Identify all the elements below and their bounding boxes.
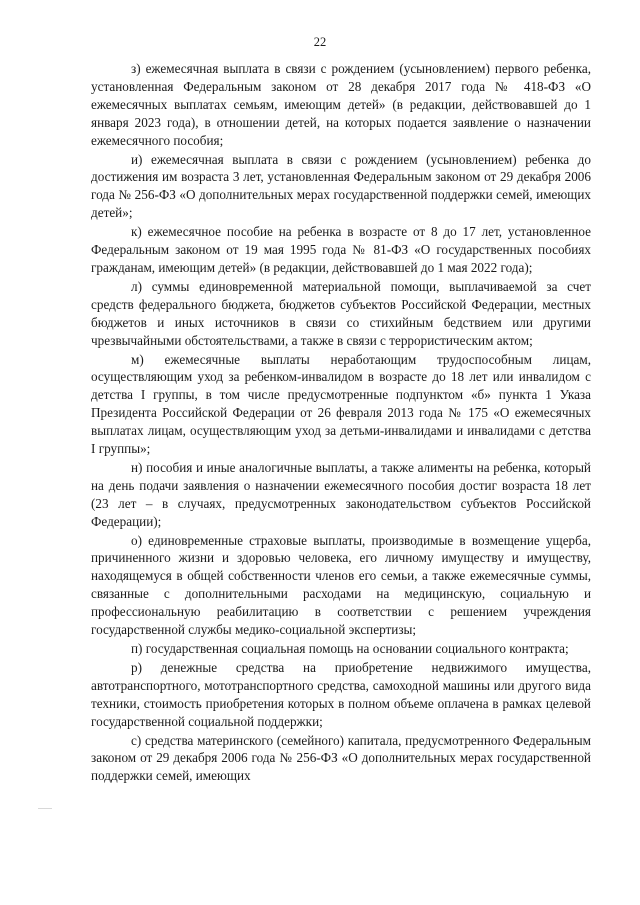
paragraph-p: п) государственная социальная помощь на основании социального контракта; — [131, 641, 569, 656]
paragraph-n: н) пособия и иные аналогичные выплаты, а также алименты на ребенка, который на день подачи заявления о назначении ежемесячного пособия достиг возраста 18 лет (23 лет – в случаях, предусмотренных законодательством субъектов Российской Федерации); — [91, 459, 591, 529]
paragraph-l: л) суммы единовременной материальной помощи, выплачиваемой за счет средств федерального бюджета, бюджетов субъектов Российской Федерации, местных бюджетов и иных источников в связи со стихийным бедствием или другими чрезвычайными обстоятельствами, а также в связи с террористическим актом; — [91, 278, 591, 348]
paragraph-m: м) ежемесячные выплаты неработающим трудоспособным лицам, осуществляющим уход за ребенком-инвалидом в возрасте до 18 лет или инвалидом с детства I группы, в том числе предусмотренные подпунктом «б» пункта 1 Указа Президента Российской Федерации от 26 февраля 2013 года № 175 «О ежемесячных выплатах лицам, осуществляющим уход за детьми-инвалидами и инвалидами с детства I группы»; — [91, 351, 591, 457]
paragraph-z: з) ежемесячная выплата в связи с рождением (усыновлением) первого ребенка, установленная Федеральным законом от 28 декабря 2017 года № 418-ФЗ «О ежемесячных выплатах семьям, имеющим детей» (в редакции, действовавшей до 1 января 2023 года), в отношении детей, на которых подается заявление о назначении ежемесячного пособия; — [91, 61, 591, 148]
paragraph-k: к) ежемесячное пособие на ребенка в возрасте от 8 до 17 лет, установленное Федеральным законом от 19 мая 1995 года № 81-ФЗ «О государственных пособиях гражданам, имеющим детей» (в редакции, действовавшей до 1 мая 2022 года); — [91, 224, 591, 275]
paragraph-i: и) ежемесячная выплата в связи с рождением (усыновлением) ребенка до достижения им возраста 3 лет, установленная Федеральным законом от 29 декабря 2006 года № 256-ФЗ «О дополнительных мерах государственной поддержки семей, имеющих детей»; — [91, 151, 591, 221]
paragraph-s: с) средства материнского (семейного) капитала, предусмотренного Федеральным законом от 29 декабря 2006 года № 256-ФЗ «О дополнительных мерах государственной поддержки семей, имеющих — [91, 732, 591, 784]
document-body — [91, 60, 591, 786]
paragraph-o: о) единовременные страховые выплаты, производимые в возмещение ущерба, причиненного жизни и здоровью человека, его личному имуществу и имуществу, находящемуся в общей собственности членов его семьи, а также ежемесячные суммы, связанные с дополнительными расходами на медицинскую, социальную и профессиональную реабилитацию в соответствии с решением учреждения государственной службы медико-социальной экспертизы; — [91, 532, 591, 638]
scan-edge-mark — [38, 808, 52, 809]
page-number: 22 — [313, 35, 327, 49]
paragraph-r: р) денежные средства на приобретение недвижимого имущества, автотранспортного, мототранспортного средства, самоходной машины или другого вида техники, стоимость приобретения которых в полном объеме оплачена в рамках целевой государственной социальной поддержки; — [91, 659, 591, 729]
